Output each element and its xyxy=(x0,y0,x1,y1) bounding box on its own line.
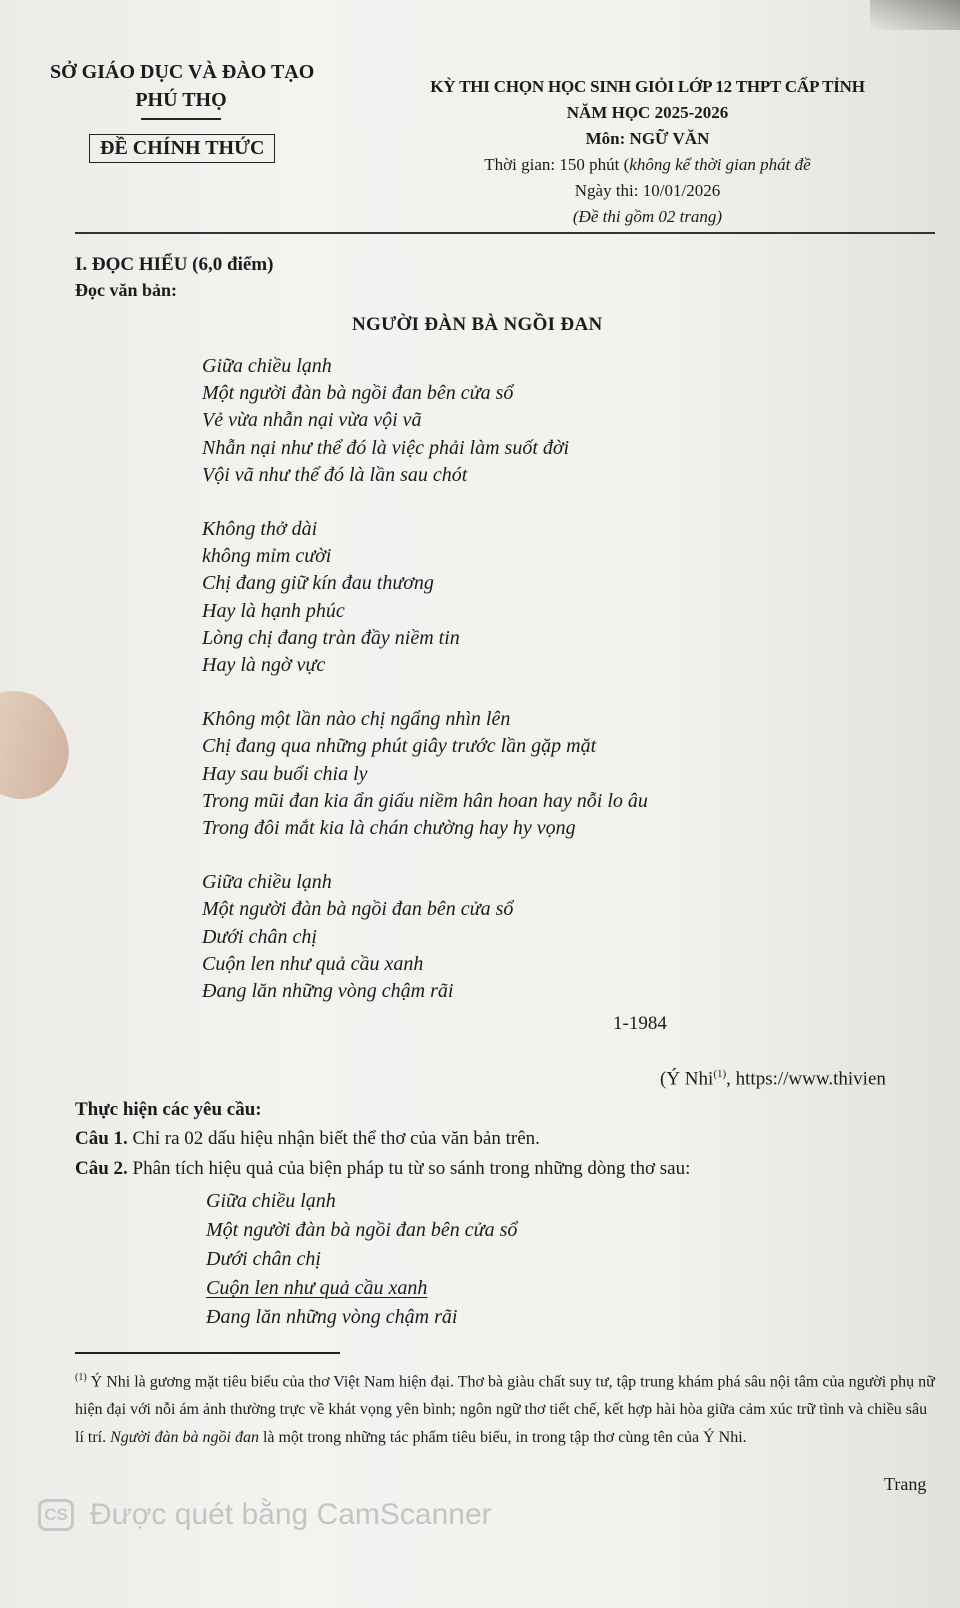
poem-line: Giữa chiều lạnh xyxy=(202,871,332,894)
school-year: NĂM HỌC 2025-2026 xyxy=(566,103,729,122)
camscanner-text: Được quét bằng CamScanner xyxy=(90,1498,492,1531)
poem-stanza xyxy=(202,516,648,679)
poem-line: Một người đàn bà ngồi đan bên cửa sổ xyxy=(202,898,514,921)
poem-line: Nhẫn nại như thể đó là việc phải làm suốt đời xyxy=(202,436,570,459)
quoted-line: Một người đàn bà ngồi đan bên cửa sổ xyxy=(206,1219,518,1241)
poem-line: Hay sau buổi chia ly xyxy=(202,762,368,785)
question-1 xyxy=(75,1128,540,1150)
camscanner-watermark xyxy=(38,1498,492,1532)
issuing-agency xyxy=(50,58,315,120)
poem-body xyxy=(202,353,648,1005)
footnote-marker: (1) xyxy=(75,1372,87,1383)
exam-info xyxy=(395,74,900,230)
quoted-line: Dưới chân chị xyxy=(206,1248,321,1270)
source-footnote-marker: (1) xyxy=(713,1068,727,1080)
agency-underline xyxy=(141,118,221,120)
finger-shadow xyxy=(0,674,86,817)
quoted-poem-lines xyxy=(206,1187,517,1332)
question-2-text: Phân tích hiệu quả của biện pháp tu từ so sánh trong những dòng thơ sau: xyxy=(127,1158,691,1179)
exam-date: Ngày thi: 10/01/2026 xyxy=(574,181,721,200)
camscanner-logo-icon: CS xyxy=(38,1499,74,1531)
source-author: (Ý Nhi xyxy=(660,1068,714,1090)
poem-line: Hay là hạnh phúc xyxy=(202,599,345,622)
quoted-line: Giữa chiều lạnh xyxy=(206,1190,336,1212)
poem-line: Hay là ngờ vực xyxy=(202,654,326,677)
footnote-text-a: Ý Nhi là gương mặt tiêu biểu của thơ Việt Nam hiện đại. Thơ bà giàu chất suy tư, tập trung khám phá sâu nội tâm của người phụ nữ hiện đại với nỗi ám ảnh thường trực về khát vọng yên bình; ngôn ngữ thơ tiết chế, kết hợp hài hòa giữa cảm xúc trữ tình và chiều sâu lí trí. xyxy=(75,1373,935,1447)
poem-line: Một người đàn bà ngồi đan bên cửa sổ xyxy=(202,382,514,405)
poem-line: Lòng chị đang tràn đầy niềm tin xyxy=(202,626,460,649)
poem-line: Chị đang giữ kín đau thương xyxy=(202,572,434,595)
question-2 xyxy=(75,1158,690,1180)
poem-line: Dưới chân chị xyxy=(202,925,317,948)
poem-stanza xyxy=(202,869,648,1005)
agency-line2: PHÚ THỌ xyxy=(135,89,227,111)
poem-stanza xyxy=(202,353,648,489)
poem-line: Không thở dài xyxy=(202,518,318,541)
poem-line: Đang lăn những vòng chậm rãi xyxy=(202,980,454,1003)
exam-time xyxy=(395,152,900,178)
page-number: Trang xyxy=(884,1474,927,1494)
poem-line: Trong mũi đan kia ẩn giấu niềm hân hoan hay nỗi lo âu xyxy=(202,789,648,812)
poem-stanza xyxy=(202,706,648,842)
poem-title: NGƯỜI ĐÀN BÀ NGỒI ĐAN xyxy=(352,314,603,335)
subject: Môn: NGỮ VĂN xyxy=(585,129,710,148)
footnote xyxy=(75,1364,935,1452)
poem-line: Cuộn len như quả cầu xanh xyxy=(202,952,424,975)
quoted-line-underlined: Cuộn len như quả cầu xanh xyxy=(206,1277,428,1299)
poem-date: 1-1984 xyxy=(613,1013,667,1034)
poem-line: Trong đôi mắt kia là chán chường hay hy vọng xyxy=(202,817,576,840)
poem-line: không mỉm cười xyxy=(202,545,332,568)
poem-line: Giữa chiều lạnh xyxy=(202,355,332,377)
poem-line: Chị đang qua những phút giây trước lần gặp mặt xyxy=(202,735,597,758)
agency-line1: SỞ GIÁO DỤC VÀ ĐÀO TẠO xyxy=(50,61,315,83)
source-url: , https://www.thivien xyxy=(726,1068,886,1090)
poem-line: Vẻ vừa nhẫn nại vừa vội vã xyxy=(202,409,422,432)
official-exam-label: ĐỀ CHÍNH THỨC xyxy=(89,134,275,163)
read-prompt: Đọc văn bản: xyxy=(75,280,178,300)
requirements-heading: Thực hiện các yêu cầu: xyxy=(75,1099,262,1120)
question-1-text: Chỉ ra 02 dấu hiệu nhận biết thể thơ của văn bản trên. xyxy=(127,1128,540,1149)
poem-line: Không một lần nào chị ngẩng nhìn lên xyxy=(202,708,511,731)
quoted-line: Đang lăn những vòng chậm rãi xyxy=(206,1306,458,1328)
footnote-divider xyxy=(75,1352,340,1354)
page-corner-shadow xyxy=(870,0,960,30)
question-1-label: Câu 1. xyxy=(75,1128,128,1149)
header-divider xyxy=(75,232,935,234)
section-heading: I. ĐỌC HIỂU (6,0 điểm) xyxy=(75,254,274,275)
exam-title: KỲ THI CHỌN HỌC SINH GIỎI LỚP 12 THPT CẤP TỈNH xyxy=(430,77,865,96)
footnote-work-title: Người đàn bà ngồi đan xyxy=(110,1429,259,1447)
poem-line: Vội vã như thể đó là lần sau chót xyxy=(202,463,468,486)
time-prefix: Thời gian: 150 phút ( xyxy=(484,155,630,174)
time-note: không kể thời gian phát đề xyxy=(629,155,811,174)
poem-source xyxy=(660,1068,886,1090)
pages-note: (Đề thi gồm 02 trang) xyxy=(572,207,723,226)
question-2-label: Câu 2. xyxy=(75,1158,128,1179)
footnote-text-b: là một trong những tác phẩm tiêu biểu, in trong tập thơ cùng tên của Ý Nhi. xyxy=(258,1429,747,1447)
